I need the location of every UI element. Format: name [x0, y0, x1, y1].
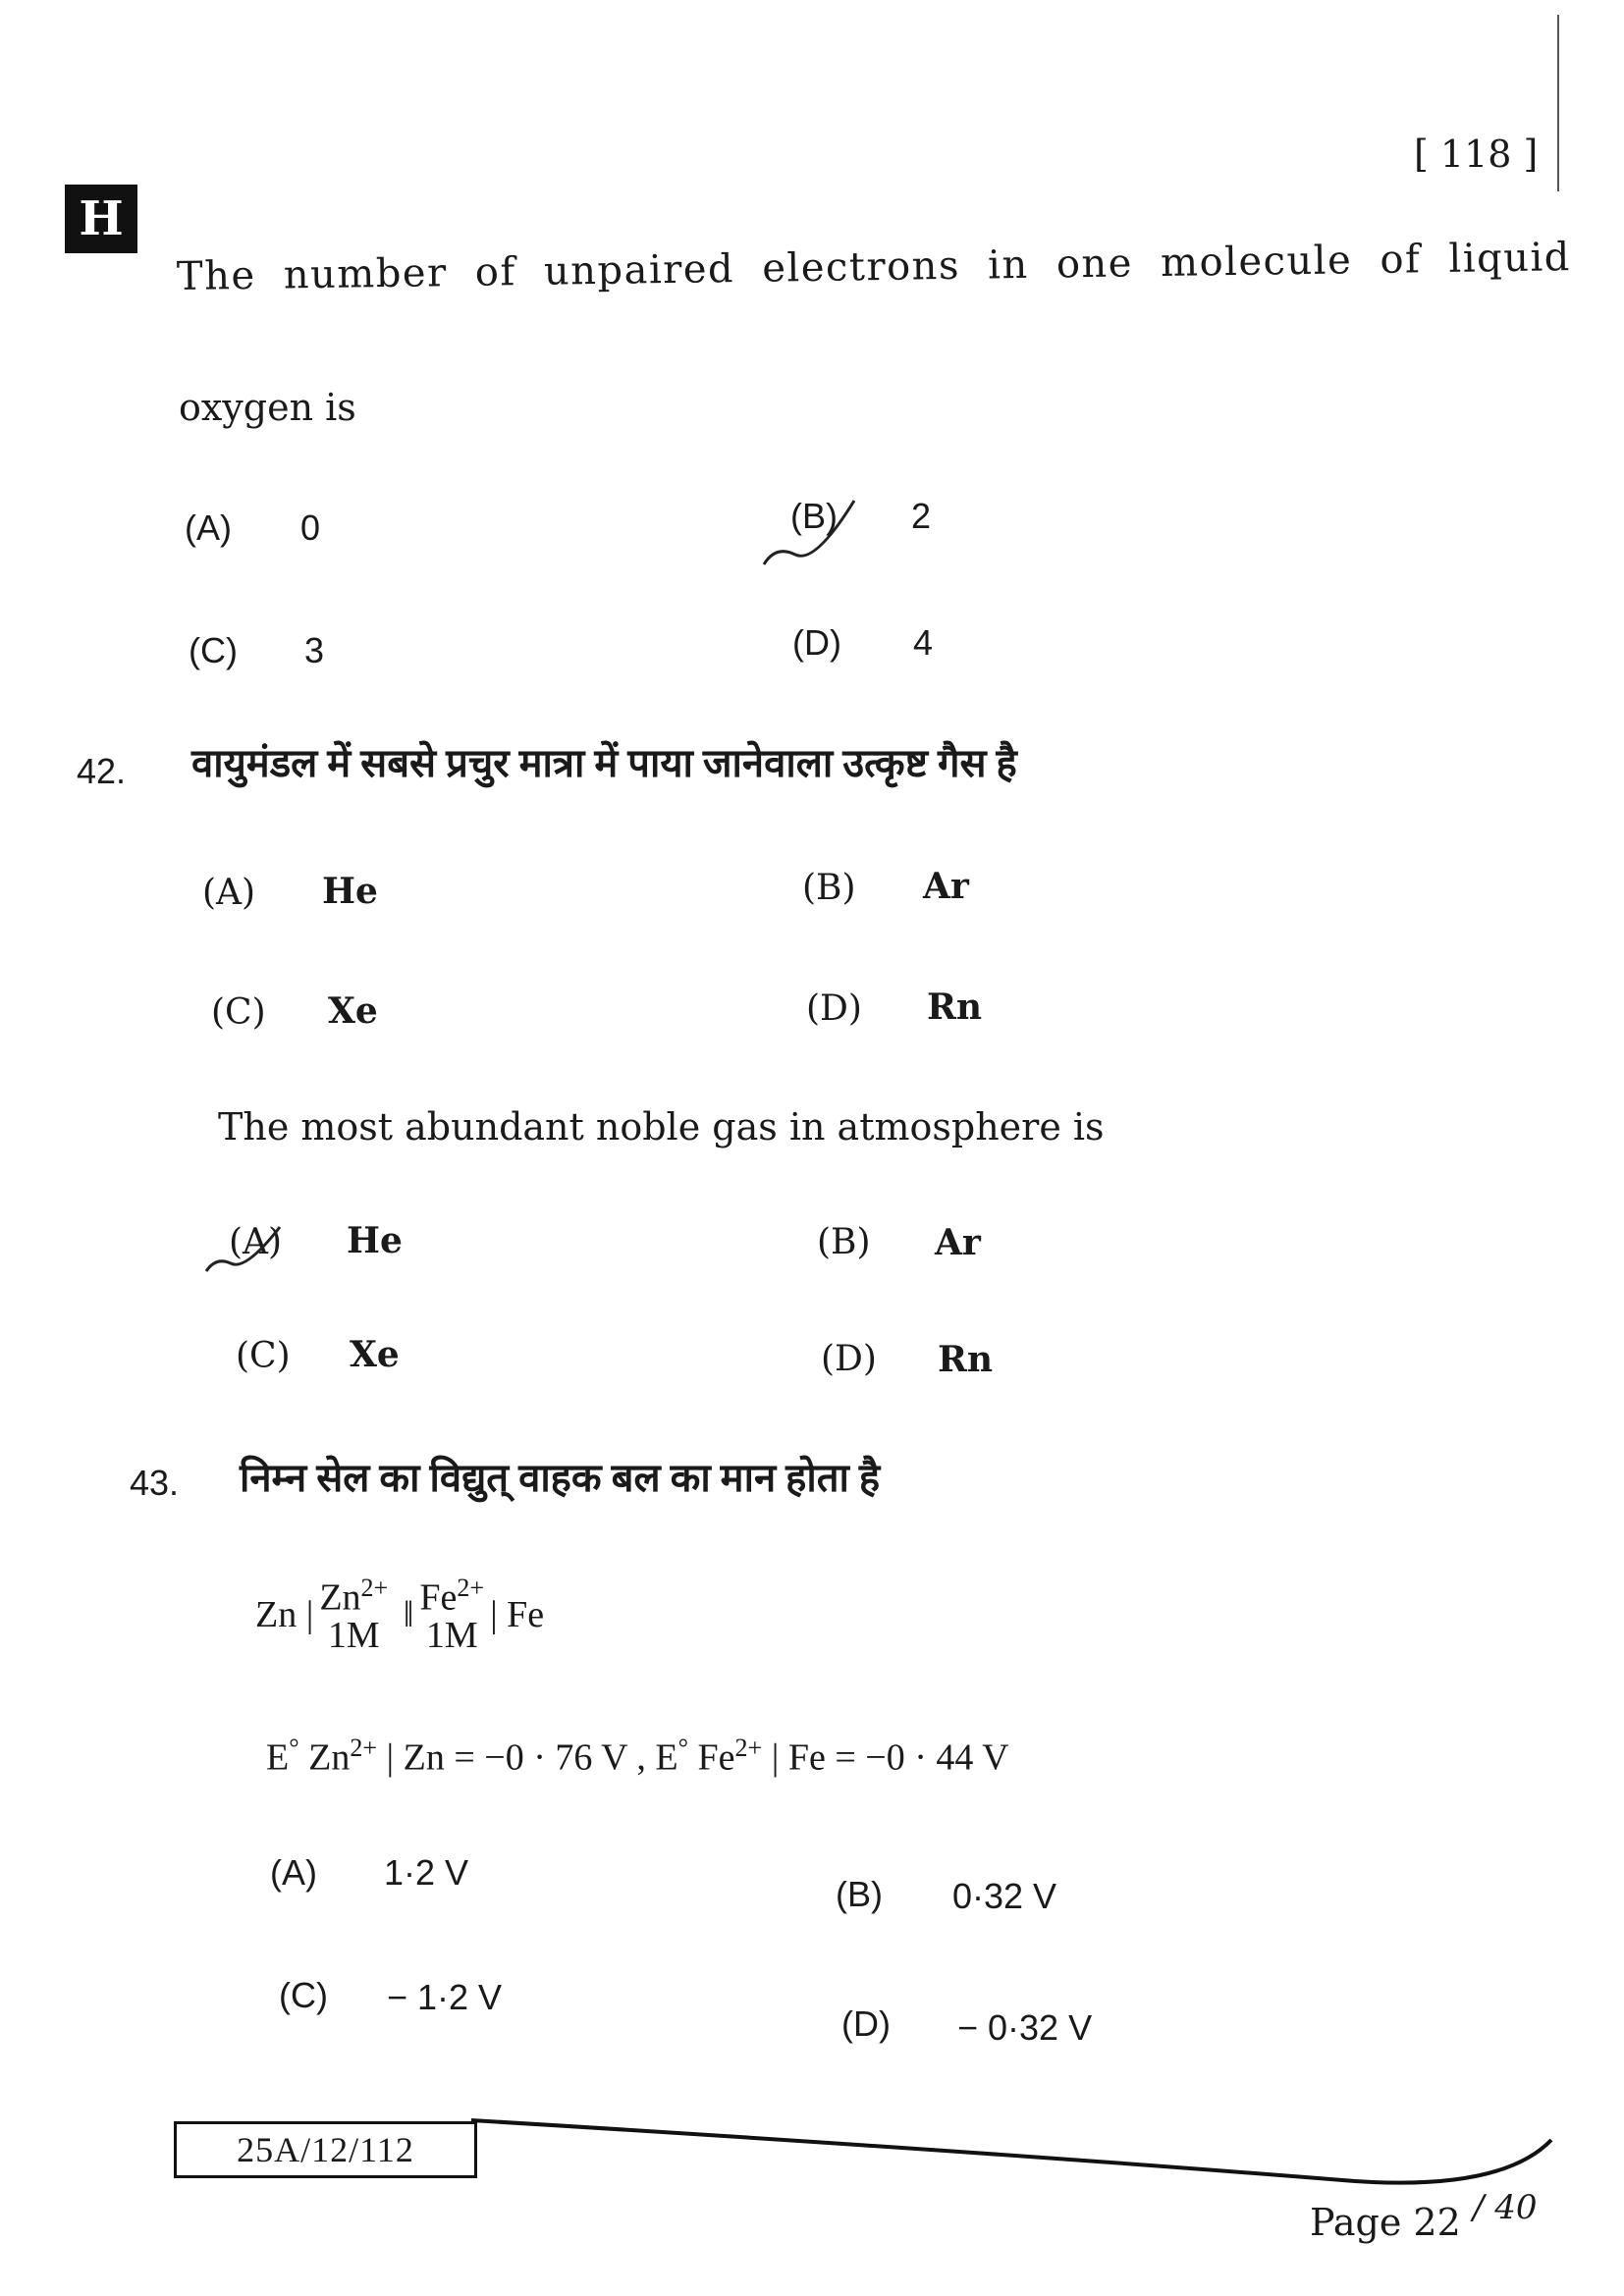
cell-conc1: 1M [327, 1614, 380, 1656]
q43-option-a-label: (A) [270, 1852, 317, 1893]
e1-ion: Zn [308, 1736, 351, 1779]
cell-ion2: Fe [419, 1576, 458, 1619]
e1-value: | Zn = −0 · 76 V , [386, 1736, 646, 1779]
q42-hindi-text: वायुमंडल में सबसे प्रचुर मात्रा में पाया जानेवाला उत्कृष्ट गैस है [191, 741, 1017, 785]
q42-en-option-d-label: (D) [821, 1339, 877, 1379]
q43-hindi-text: निम्न सेल का विद्युत् वाहक बल का मान होता है [240, 1456, 881, 1500]
e2-ion: Fe [697, 1736, 735, 1779]
cell-notation: Zn | $Zn^{2+}$ 1M ‖ $Fe^{2+}$ 1M | Fe [255, 1574, 545, 1656]
q41-text-line1: The number of unpaired electrons in one molecule of liquid [176, 235, 1572, 299]
q41-option-d-value: 4 [913, 622, 934, 663]
q42-hi-option-c-label: (C) [211, 992, 266, 1033]
q42-hi-option-a-label: (A) [202, 873, 256, 913]
q43-option-d-value: − 0·32 V [957, 2007, 1093, 2048]
q42-hi-option-d-label: (D) [806, 988, 862, 1029]
q43-option-b-value: 0·32 V [952, 1876, 1057, 1916]
q42-en-option-b-label: (B) [817, 1222, 871, 1262]
cell-conc2: 1M [425, 1614, 478, 1656]
cell-ion1: Zn [319, 1576, 361, 1619]
set-label-badge: H [65, 185, 137, 253]
q41-text-line2: oxygen is [179, 386, 356, 429]
q42-en-option-c-value: Xe [350, 1334, 400, 1375]
q43-option-c-label: (C) [279, 1975, 328, 2015]
footer-page-number: Page 22 [1310, 2201, 1461, 2244]
q42-en-option-d-value: Rn [938, 1339, 994, 1380]
q42-hi-option-a-value: He [322, 871, 378, 912]
q43-option-b-label: (B) [836, 1874, 883, 1914]
q41-option-b-label: (B) [790, 496, 838, 536]
answer-tick-mark [201, 1222, 290, 1281]
q42-en-option-c-label: (C) [236, 1336, 291, 1376]
footer-code-box: 25A/12/112 [174, 2121, 477, 2178]
q42-number: 42. [77, 751, 127, 791]
footer-rule-line [471, 2110, 1561, 2199]
q41-option-b-value: 2 [911, 496, 932, 536]
q41-option-c-label: (C) [189, 630, 238, 670]
cell-cathode: Fe [507, 1593, 545, 1635]
page-edge-line [1557, 15, 1559, 191]
q42-en-option-a-label: (A) [229, 1222, 283, 1262]
answer-tick-mark [756, 496, 864, 574]
cell-ion2-charge: 2+ [457, 1574, 485, 1602]
q41-option-d-label: (D) [792, 622, 841, 663]
q42-en-option-b-value: Ar [935, 1222, 981, 1263]
footer-page-total: / 40 [1473, 2188, 1538, 2227]
q42-hi-option-d-value: Rn [927, 987, 983, 1028]
standard-potentials: E° $Zn^{2+}$ | Zn = −0 · 76 V , E° $Fe^{2+}$ | Fe = −0 · 44 V [266, 1734, 1009, 1779]
cell-anode: Zn [255, 1593, 298, 1635]
q42-hi-option-b-label: (B) [802, 868, 856, 908]
q43-option-a-value: 1·2 V [384, 1852, 469, 1893]
cell-ion1-charge: 2+ [360, 1574, 389, 1602]
q41-option-c-value: 3 [304, 630, 325, 670]
q41-option-a-label: (A) [185, 507, 232, 548]
q42-en-option-a-value: He [347, 1220, 403, 1261]
e1-symbol: E [266, 1736, 290, 1779]
e2-charge: 2+ [734, 1734, 763, 1762]
page-code: [ 118 ] [1414, 133, 1539, 176]
q42-hi-option-b-value: Ar [923, 866, 969, 907]
q43-option-c-value: − 1·2 V [387, 1977, 503, 2017]
e2-value: | Fe = −0 · 44 V [771, 1736, 1009, 1779]
q42-english-text: The most abundant noble gas in atmosphere is [218, 1105, 1105, 1148]
e2-symbol: E [655, 1736, 678, 1779]
q41-option-a-value: 0 [300, 507, 321, 548]
e1-charge: 2+ [350, 1734, 378, 1762]
q42-hi-option-c-value: Xe [328, 990, 378, 1032]
q43-option-d-label: (D) [841, 2003, 891, 2044]
q43-number: 43. [130, 1463, 180, 1503]
